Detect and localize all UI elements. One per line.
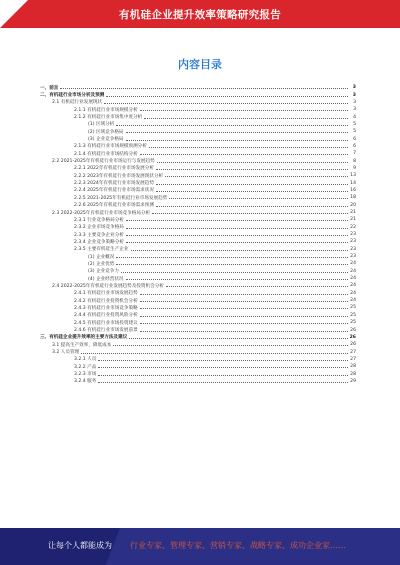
toc-entry-label: 2.2.4 2025年有机硅行业市场需求状况 <box>74 188 154 194</box>
toc-leader-dots <box>140 299 348 302</box>
toc-entry-label: 2.2 2021-2025年有机硅行业市场运行与发展趋势 <box>52 159 155 165</box>
toc-entry[interactable] <box>40 128 356 135</box>
toc-leader-dots <box>126 277 348 280</box>
toc-entry-page: 25 <box>350 320 356 326</box>
toc-entry-page: 23 <box>350 246 356 252</box>
toc-leader-dots <box>165 174 348 177</box>
toc-entry-label: 2.3.1 行业竞争格局分析 <box>74 217 124 223</box>
toc-entry-label: 3.2 人员管理 <box>52 350 80 356</box>
toc-entry-label: 2.4.6 有机硅行业市场发展前景 <box>74 328 138 334</box>
toc-leader-dots <box>149 145 348 148</box>
toc-entry-page: 7 <box>353 151 356 157</box>
toc-leader-dots <box>140 314 348 317</box>
toc-leader-dots <box>140 108 348 111</box>
toc-entry[interactable] <box>40 202 356 209</box>
toc-entry-label: 2.2.6 2025年有机硅行业市场需求预测 <box>74 203 154 209</box>
toc-entry-page: 9 <box>353 165 356 171</box>
toc-entry-page: 26 <box>350 327 356 333</box>
toc-entry[interactable] <box>40 341 356 348</box>
toc-entry-page: 3 <box>352 92 356 98</box>
toc-leader-dots <box>140 329 348 332</box>
toc-entry[interactable] <box>40 157 356 164</box>
toc-leader-dots <box>152 211 348 214</box>
toc-entry[interactable] <box>40 238 356 245</box>
toc-entry-label: 2.4 2022-2025年有机硅行业发展趋势及投资机会分析 <box>52 283 164 289</box>
toc-leader-dots <box>116 255 348 258</box>
toc-entry-page: 18 <box>350 195 356 201</box>
toc-entry-page: 28 <box>350 364 356 370</box>
toc-entry-page: 3 <box>352 85 356 91</box>
toc-leader-dots <box>166 284 348 287</box>
toc-entry-label: 2.3.4 企业竞争策略分析 <box>74 239 124 245</box>
toc-entry[interactable] <box>40 216 356 223</box>
toc-entry[interactable] <box>40 224 356 231</box>
toc-entry-page: 13 <box>350 173 356 179</box>
toc-leader-dots <box>169 196 348 199</box>
toc-entry-label: 3.2.1 人员 <box>74 357 97 363</box>
toc-leader-dots <box>129 336 347 339</box>
toc-entry-page: 6 <box>353 136 356 142</box>
toc-entry-page: 5 <box>353 129 356 135</box>
toc-leader-dots <box>126 218 348 221</box>
toc-entry-page: 24 <box>350 261 356 267</box>
toc-leader-dots <box>98 373 348 376</box>
toc-entry-label: (4) 企业经营状况 <box>88 276 124 282</box>
toc-entry-label: 一、前言 <box>40 85 59 91</box>
toc-entry-page: 24 <box>350 283 356 289</box>
toc-entry-page: 26 <box>350 342 356 348</box>
toc-entry-label: (3) 企业竞争格局 <box>88 137 124 143</box>
toc-leader-dots <box>156 189 348 192</box>
toc-leader-dots <box>106 94 348 97</box>
toc-leader-dots <box>116 123 348 126</box>
toc-entry-page: 29 <box>350 378 356 384</box>
toc-entry[interactable] <box>40 194 356 201</box>
toc-entry-page: 24 <box>350 290 356 296</box>
toc-entry-page: 22 <box>350 224 356 230</box>
toc-entry[interactable] <box>40 187 356 194</box>
toc-entry-page: 27 <box>350 349 356 355</box>
toc-entry[interactable] <box>40 179 356 186</box>
toc-leader-dots <box>98 380 348 383</box>
toc-entry-page: 8 <box>353 158 356 164</box>
toc-entry-label: 2.4.4 有机硅行业投资风险分析 <box>74 313 138 319</box>
toc-leader-dots <box>126 240 348 243</box>
toc-entry-label: 2.2.2 2023年有机硅行业市场发展现状分析 <box>74 173 164 179</box>
report-title: 有机硅企业提升效率策略研究报告 <box>119 9 281 21</box>
toc-entry-page: 24 <box>350 298 356 304</box>
toc-leader-dots <box>131 248 349 251</box>
toc-entry[interactable] <box>40 150 356 157</box>
toc-entry-label: 2.4.1 有机硅行业市场发展趋势 <box>74 291 138 297</box>
toc-leader-dots <box>157 160 348 163</box>
footer-bar <box>0 528 400 565</box>
toc-entry-label: 2.2.3 2024年有机硅行业市场发展趋势 <box>74 181 154 187</box>
toc-entry-label: 2.4.3 有机硅行业市场竞争策略 <box>74 305 138 311</box>
toc-entry-label: 2.3 2022-2025年有机硅行业市场竞争格局分析 <box>52 210 151 216</box>
toc-entry[interactable] <box>40 143 356 150</box>
toc-entry-page: 27 <box>350 356 356 362</box>
toc-entry-label: 2.4.2 有机硅行业投资机会分析 <box>74 298 138 304</box>
toc-entry[interactable] <box>40 356 356 363</box>
toc-entry-page: 23 <box>350 232 356 238</box>
toc-entry-page: 21 <box>350 217 356 223</box>
toc-entry-label: 2.3.3 主要竞争企业分析 <box>74 232 124 238</box>
toc-entry[interactable] <box>40 268 356 275</box>
toc-entry-page: 6 <box>353 143 356 149</box>
toc-leader-dots <box>126 130 348 133</box>
toc-entry-label: (2) 企业优势 <box>88 261 115 267</box>
toc-leader-dots <box>156 204 348 207</box>
toc-entry-label: (1) 区域分析 <box>88 122 115 128</box>
toc-entry-label: 2.1.4 有机硅行业市场结构分析 <box>74 151 138 157</box>
toc-entry[interactable] <box>40 231 356 238</box>
toc-leader-dots <box>116 262 348 265</box>
toc-leader-dots <box>140 292 348 295</box>
toc-entry[interactable] <box>40 253 356 260</box>
toc-leader-dots <box>81 351 348 354</box>
toc-entry[interactable] <box>40 135 356 142</box>
toc-entry-label: 2.4.5 有机硅行业市场投资建议 <box>74 320 138 326</box>
toc-entry[interactable] <box>40 165 356 172</box>
toc-entry[interactable] <box>40 348 356 355</box>
toc-entry-page: 3 <box>353 99 356 105</box>
toc-entry-label: 2.2.1 2022年有机硅行业市场发展分析 <box>74 166 154 172</box>
toc-entry[interactable] <box>40 172 356 179</box>
toc-entry-page: 21 <box>350 210 356 216</box>
toc-entry-page: 24 <box>350 276 356 282</box>
toc-entry[interactable] <box>40 99 356 106</box>
toc-entry[interactable] <box>40 121 356 128</box>
footer-slogan-left: 让每个人都能成为 <box>48 541 112 550</box>
toc-entry-page: 5 <box>353 121 356 127</box>
toc-entry[interactable] <box>40 326 356 333</box>
toc-entry-label: 2.1.1 有机硅行业市场规模分析 <box>74 107 138 113</box>
toc-entry[interactable] <box>40 312 356 319</box>
toc-entry-page: 24 <box>350 268 356 274</box>
toc-entry-label: 2.1.3 有机硅行业市场规模预测分析 <box>74 144 147 150</box>
toc-entry[interactable] <box>40 334 356 341</box>
toc-leader-dots <box>126 138 348 141</box>
toc-entry-label: 2.1.2 有机硅行业市场集中度分析 <box>74 115 143 121</box>
toc-entry-page: 16 <box>350 187 356 193</box>
toc-leader-dots <box>98 365 348 368</box>
toc-entry[interactable] <box>40 304 356 311</box>
toc-entry[interactable] <box>40 290 356 297</box>
toc-entry-page: 25 <box>350 305 356 311</box>
toc-leader-dots <box>140 152 348 155</box>
toc-entry[interactable] <box>40 370 356 377</box>
toc-entry-label: (1) 企业概况 <box>88 254 115 260</box>
toc-leader-dots <box>60 86 348 89</box>
toc-entry-page: 25 <box>350 312 356 318</box>
toc-heading: 内容目录 <box>178 58 222 71</box>
toc-entry[interactable] <box>40 275 356 282</box>
toc-entry-label: (3) 企业竞争力 <box>88 269 119 275</box>
toc-entry-label: 2.1 有机硅行业发展现状 <box>52 100 103 106</box>
toc-entry-page: 20 <box>350 202 356 208</box>
toc-entry-label: 三、有机硅企业提升效率的主要方法及建议 <box>40 335 128 341</box>
toc-leader-dots <box>113 343 348 346</box>
toc-leader-dots <box>140 306 348 309</box>
toc-leader-dots <box>104 101 348 104</box>
toc-entry-page: 3 <box>353 107 356 113</box>
toc-entry[interactable] <box>40 106 356 113</box>
toc-entry[interactable] <box>40 297 356 304</box>
table-of-contents <box>40 84 356 385</box>
toc-entry[interactable] <box>40 209 356 216</box>
toc-leader-dots <box>156 167 348 170</box>
toc-entry-label: 3.2.4 服务 <box>74 379 97 385</box>
toc-entry-label: 3.1 提高生产效率，降低成本 <box>52 342 112 348</box>
toc-entry[interactable] <box>40 113 356 120</box>
toc-leader-dots <box>126 226 348 229</box>
toc-leader-dots <box>126 233 348 236</box>
toc-entry[interactable] <box>40 363 356 370</box>
toc-entry[interactable] <box>40 91 356 98</box>
toc-entry-label: 二、有机硅行业市场分析及预测 <box>40 93 105 99</box>
toc-entry-page: 23 <box>350 239 356 245</box>
toc-entry-page: 4 <box>353 114 356 120</box>
toc-entry-label: 2.3.2 企业市场竞争格局 <box>74 225 124 231</box>
toc-entry-label: 2.2.5 2021-2025年有机硅行业市场发展趋势 <box>74 195 168 201</box>
toc-entry-page: 26 <box>349 334 356 340</box>
toc-leader-dots <box>140 321 348 324</box>
toc-entry-page: 28 <box>350 371 356 377</box>
header-bar <box>0 0 400 28</box>
toc-entry[interactable] <box>40 84 356 91</box>
footer-slogan-right: 行业专家、管理专家、营销专家、战略专家、成功企业家…… <box>130 541 346 550</box>
toc-entry-page: 23 <box>350 254 356 260</box>
toc-leader-dots <box>144 116 348 119</box>
toc-entry-page: 14 <box>350 180 356 186</box>
toc-entry-label: 3.2.2 产品 <box>74 364 97 370</box>
toc-entry[interactable] <box>40 378 356 385</box>
toc-entry[interactable] <box>40 260 356 267</box>
toc-entry[interactable] <box>40 282 356 289</box>
toc-entry-label: (2) 区域竞争格局 <box>88 129 124 135</box>
toc-entry-label: 3.2.3 市场 <box>74 372 97 378</box>
toc-entry-label: 2.3.5 主要有机硅生产企业 <box>74 247 129 253</box>
toc-entry[interactable] <box>40 246 356 253</box>
toc-leader-dots <box>156 182 348 185</box>
toc-entry[interactable] <box>40 319 356 326</box>
toc-leader-dots <box>121 270 348 273</box>
toc-leader-dots <box>98 358 348 361</box>
